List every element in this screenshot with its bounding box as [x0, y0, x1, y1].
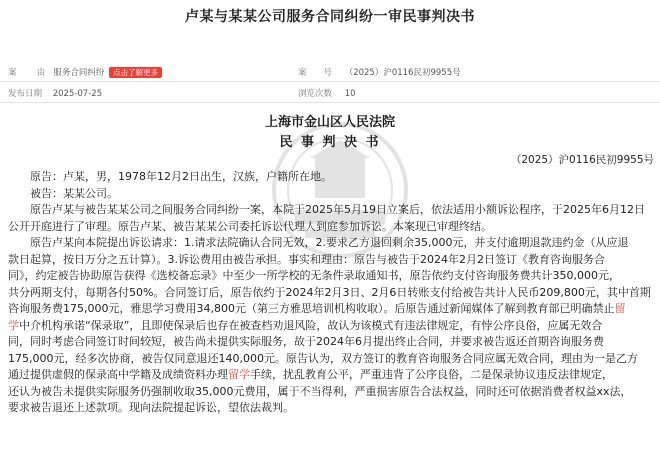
case-no-label: 案 号 — [298, 68, 333, 78]
cause-value: 服务合同纠纷 — [53, 68, 105, 78]
document-case-number: （2025）沪0116民初9955号 — [510, 154, 654, 166]
page-title: 卢某与某某公司服务合同纠纷一审民事判决书 — [185, 9, 475, 25]
body-line: 原告卢某向本院提出诉讼请求：1.请求法院确认合同无效，2.要求乙方退回剩余35,000元，并支付逾期退款违约金（从应退 — [8, 236, 629, 249]
cause-row — [8, 66, 162, 78]
views-label: 浏览次数 — [298, 89, 333, 99]
learn-more-tag[interactable]: 点击了解更多 — [109, 67, 162, 78]
divider — [0, 102, 660, 103]
body-line: 公开开庭进行了审理。原告卢某、被告某某公司委托诉讼代理人到庭参加诉讼。本案现已审理终结。 — [8, 219, 492, 233]
document-type: 民 事 判 决 书 — [279, 135, 381, 150]
body-line: 通过提供虚假的保录高中学籍及成绩资料办理留学手续，扰乱教育公平，严重违背了公序良俗，二是保录协议违反法律规定， — [8, 368, 613, 381]
court-name: 上海市金山区人民法院 — [264, 115, 395, 130]
body-line: 175,000元，经多次协商，被告仅同意退还140,000元。原告认为，双方签订的教育咨询服务合同应属无效合同，理由为一是乙方 — [8, 351, 638, 365]
highlight-link[interactable]: 学 — [8, 318, 19, 332]
body-line: 学中介机构承诺“保录取”，且即使保录后也存在被查档劝退风险，故认为该模式有违法律规定，有悖公序良俗，应属无效合 — [8, 318, 603, 332]
body-line: 同，同时考虑合同签订时间较短，被告尚未提供实际服务，故于2024年6月提出终止合同，并要求被告返还首期咨询服务费 — [8, 335, 604, 348]
date-label: 发布日期 — [8, 89, 43, 99]
body-line: 原告：卢某，男，1978年12月2日出生，汉族，户籍所在地。 — [8, 170, 332, 183]
highlight-link[interactable]: 留 — [614, 302, 626, 315]
views-value: 10 — [344, 89, 356, 99]
views-row — [298, 87, 356, 99]
body-line: 还认为被告未提供实际服务仍强制收取35,000元费用，属于不当得利，严重损害原告合法权益，同时还可依据消费者权益xx法， — [8, 384, 632, 398]
body-line: 被告：某某公司。 — [8, 186, 118, 200]
cause-label: 由 — [36, 68, 46, 78]
body-line: 共分两期支付，每期各付50%。合同签订后，原告依约于2024年2月3日、2月6日转账支付给被告共计人民币209,800元，其中首期 — [8, 285, 651, 299]
divider — [0, 81, 660, 82]
case-no-value: （2025）沪0116民初9955号 — [344, 68, 461, 78]
date-value: 2025-07-25 — [52, 89, 103, 99]
body-line: 款日起算，按日万分之五计算）。3.诉讼费用由被告承担。事实和理由：原告与被告于2024年2月2日签订《教育咨询服务合 — [8, 252, 605, 266]
body-line: 原告卢某与被告某某公司之间服务合同纠纷一案，本院于2025年5月19日立案后，依法适用小额诉讼程序，于2025年6月12日 — [8, 203, 645, 216]
body-line: 同》，约定被告协助原告获得《选校备忘录》中至少一所学校的无条件录取通知书，原告依约支付咨询服务费共计350,000元， — [8, 269, 620, 282]
body-line: 要求被告退还上述款项。现向法院提起诉讼，望依法裁判。 — [8, 401, 294, 414]
body-line: 咨询服务费175,000元，雅思学习费用34,800元（第三方雅思培训机构收取）。后原告通过新闻媒体了解到教育部已明确禁止留 — [8, 302, 626, 315]
case-label: 案 — [8, 68, 17, 78]
date-row — [8, 87, 102, 99]
case-no-row — [298, 66, 461, 78]
highlight-link[interactable]: 留学 — [228, 368, 250, 381]
